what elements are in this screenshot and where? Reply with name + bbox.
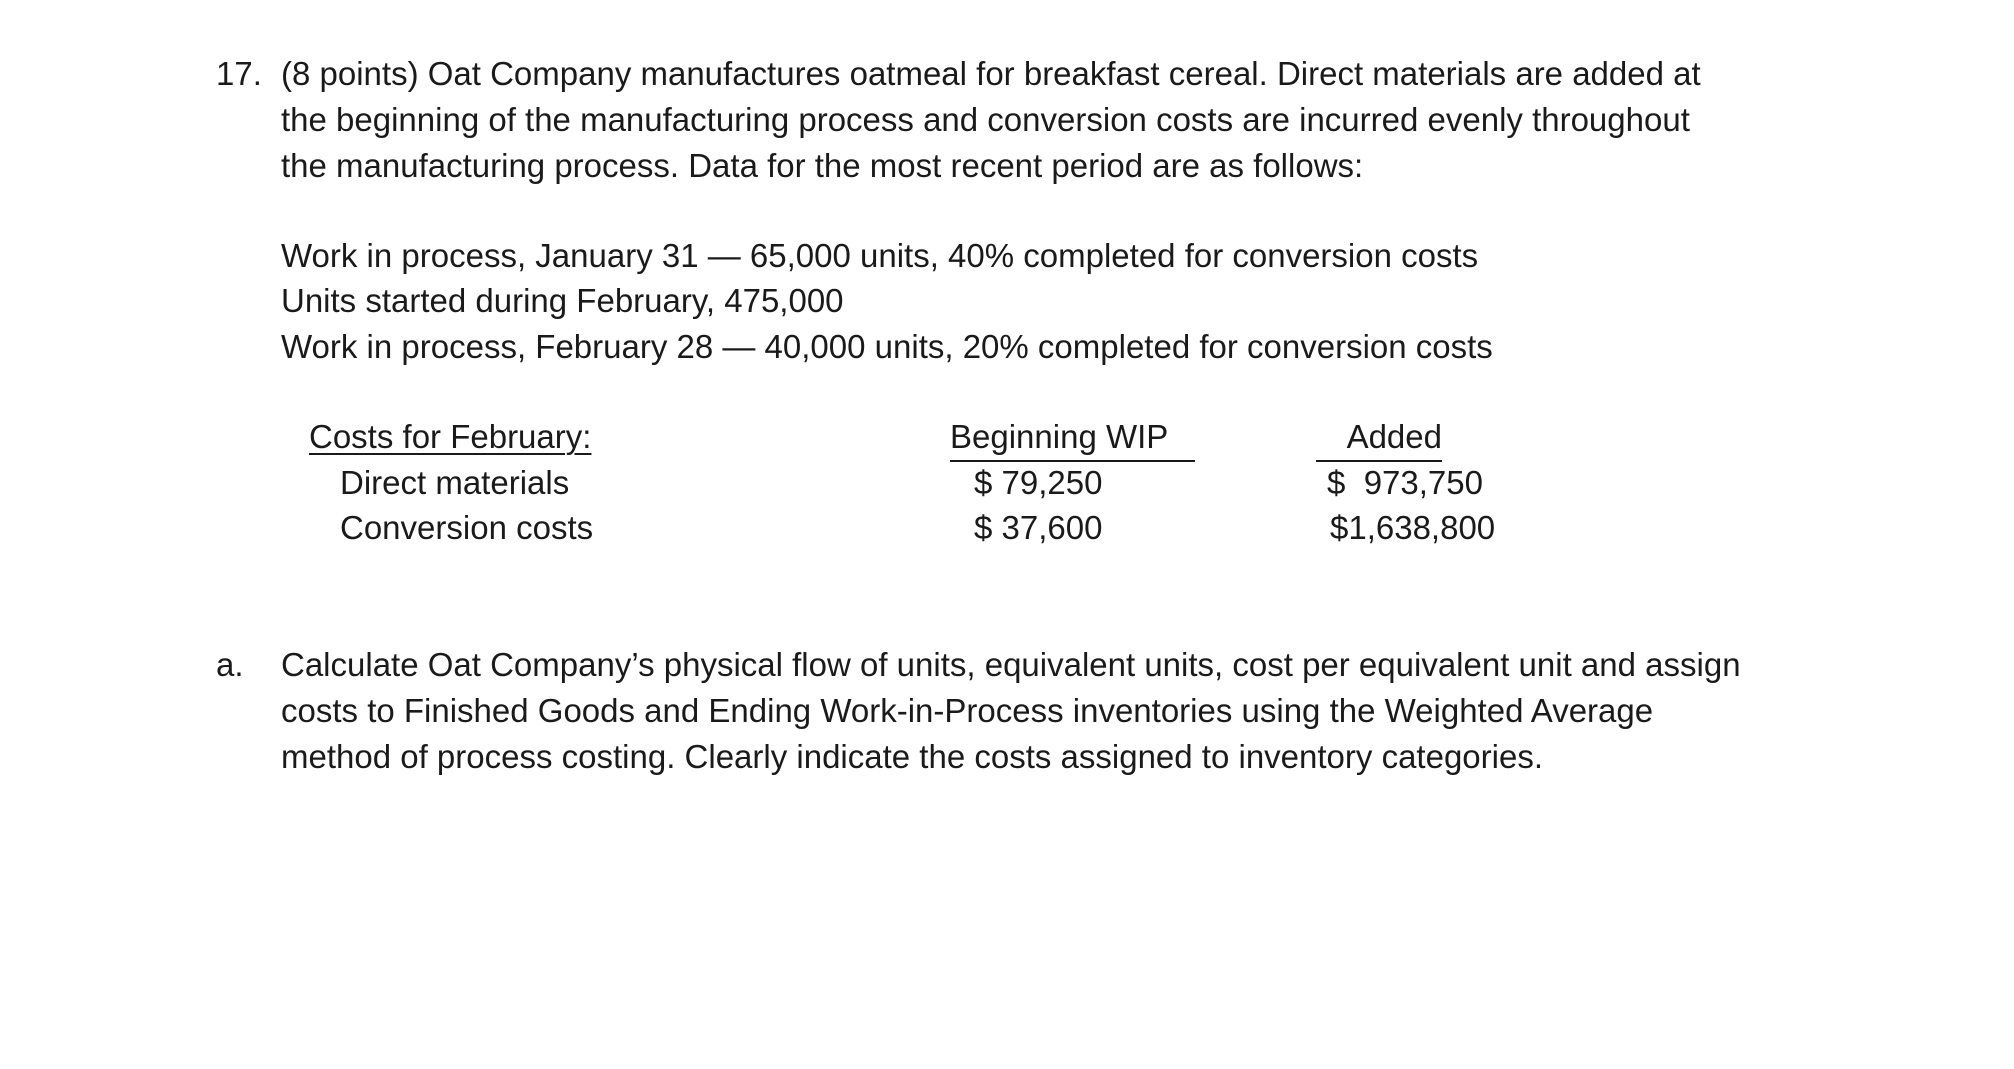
row-value-conversion-costs-added: $1,638,800 xyxy=(1330,509,1496,546)
column-header-beginning-wip: Beginning WIP xyxy=(950,414,1195,462)
part-a-line-2: costs to Finished Goods and Ending Work-in-Process inventories using the Weighted Average xyxy=(281,692,1654,729)
data-line-wip-january: Work in process, January 31 — 65,000 units, 40% completed for conversion costs xyxy=(281,237,1479,274)
data-line-wip-february: Work in process, February 28 — 40,000 units, 20% completed for conversion costs xyxy=(281,328,1493,365)
part-a-line-1: Calculate Oat Company’s physical flow of units, equivalent units, cost per equivalent unit and assign xyxy=(281,646,1741,683)
question-number: 17. xyxy=(216,55,262,92)
part-a-marker: a. xyxy=(216,646,244,683)
question-text-line-2: the beginning of the manufacturing process and conversion costs are incurred evenly throughout xyxy=(281,101,1690,138)
row-label-conversion-costs: Conversion costs xyxy=(340,509,594,546)
data-line-units-started: Units started during February, 475,000 xyxy=(281,282,844,319)
question-text-line-3: the manufacturing process. Data for the most recent period are as follows: xyxy=(281,147,1364,184)
row-value-conversion-costs-wip: $ 37,600 xyxy=(974,509,1103,546)
row-value-direct-materials-added: $ 973,750 xyxy=(1327,464,1483,501)
part-a-line-3: method of process costing. Clearly indicate the costs assigned to inventory categories. xyxy=(281,738,1543,775)
row-label-direct-materials: Direct materials xyxy=(340,464,570,501)
column-header-added: Added xyxy=(1316,414,1442,462)
row-value-direct-materials-wip: $ 79,250 xyxy=(974,464,1103,501)
costs-table-heading: Costs for February: xyxy=(309,418,592,455)
question-text-line-1: (8 points) Oat Company manufactures oatmeal for breakfast cereal. Direct materials are added at xyxy=(281,55,1701,92)
